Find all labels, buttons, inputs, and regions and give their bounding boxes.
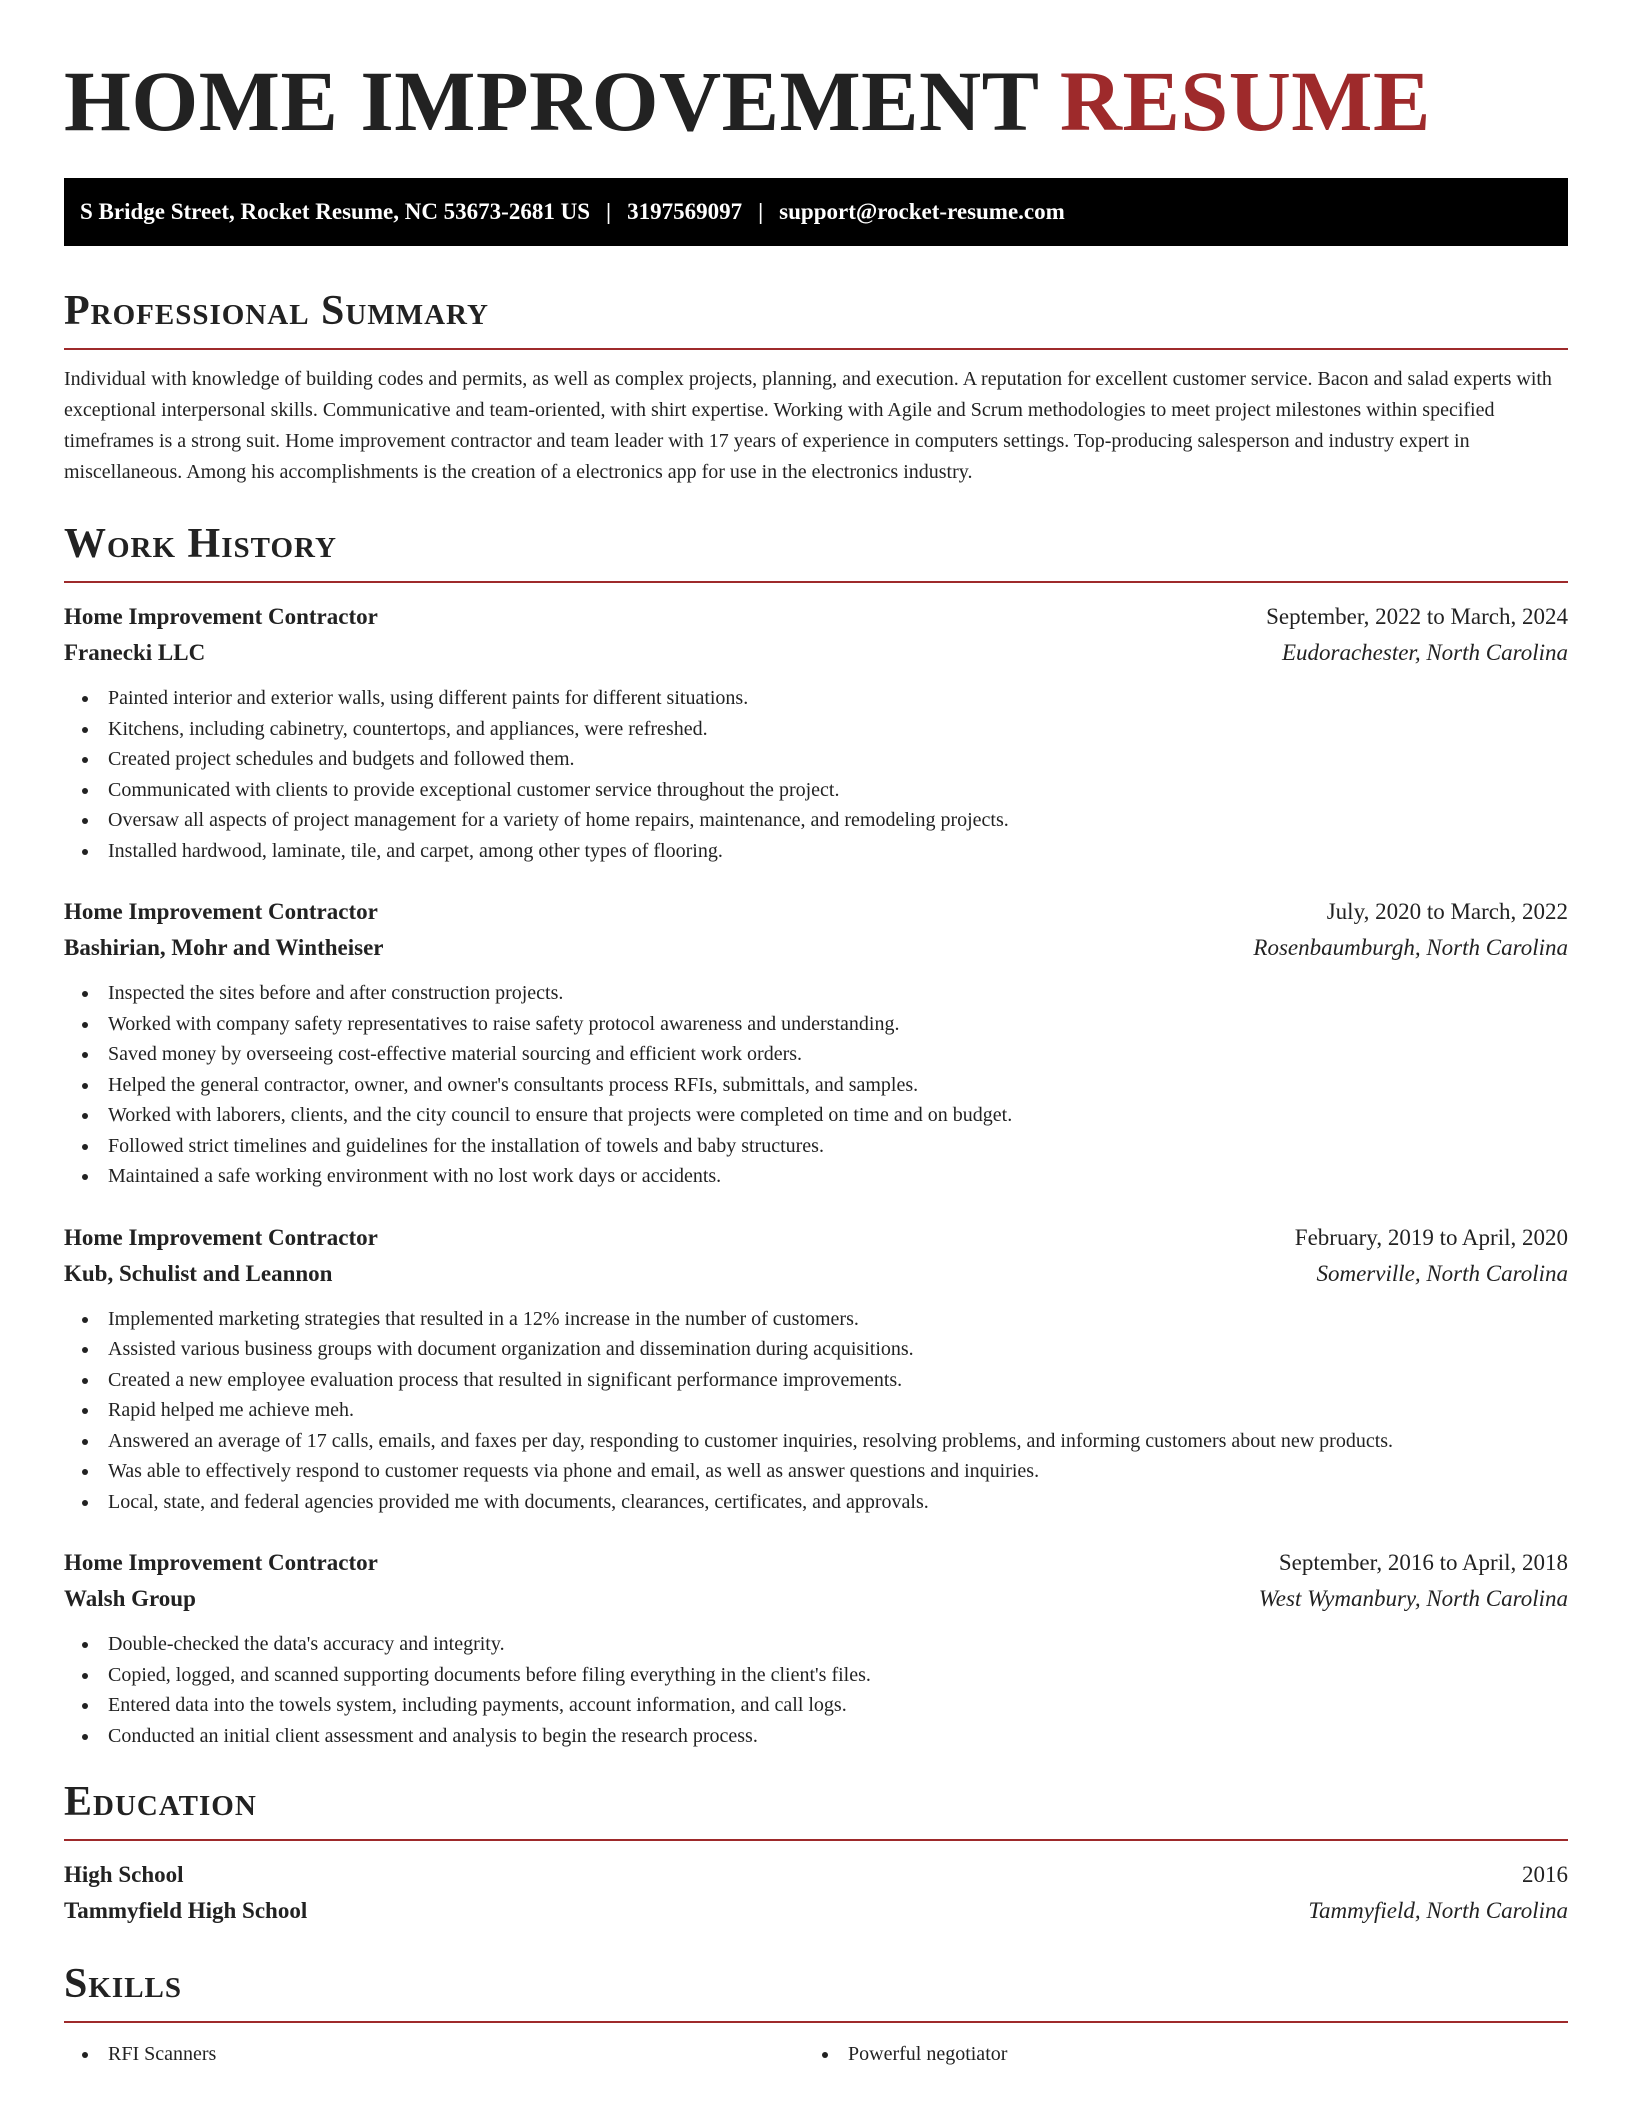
list-item: Created a new employee evaluation process that resulted in significant performance improvements.: [64, 1365, 1568, 1396]
skill-item: Powerful negotiator: [804, 2039, 1544, 2070]
skills-heading: Skills: [64, 1961, 183, 2007]
education-entry: [64, 1857, 1568, 1929]
section-divider: [64, 581, 1568, 583]
list-item: Saved money by overseeing cost-effective material sourcing and efficient work orders.: [64, 1039, 1568, 1070]
job-dates: September, 2022 to March, 2024: [1266, 604, 1568, 629]
job-location: Eudorachester, North Carolina: [1281, 640, 1568, 665]
list-item: Inspected the sites before and after construction projects.: [64, 978, 1568, 1009]
job-duties: [64, 1304, 1568, 1518]
list-item: Was able to effectively respond to customer requests via phone and email, as well as answer questions and inquiries.: [64, 1456, 1568, 1487]
list-item: Oversaw all aspects of project management for a variety of home repairs, maintenance, and remodeling projects.: [64, 805, 1568, 836]
contact-separator: |: [758, 199, 764, 224]
list-item: Worked with laborers, clients, and the city council to ensure that projects were completed on time and on budget.: [64, 1100, 1568, 1131]
job-title: Home Improvement Contractor: [64, 899, 378, 924]
job-company-row: [64, 930, 1568, 966]
job-duties: [64, 1629, 1568, 1751]
list-item: Maintained a safe working environment with no lost work days or accidents.: [64, 1161, 1568, 1192]
job-title: Home Improvement Contractor: [64, 604, 378, 629]
list-item: Installed hardwood, laminate, tile, and carpet, among other types of flooring.: [64, 836, 1568, 867]
job-company-row: [64, 635, 1568, 671]
job-company: Franecki LLC: [64, 640, 206, 665]
skills-column-right: [804, 2039, 1544, 2070]
list-item: Implemented marketing strategies that resulted in a 12% increase in the number of customers.: [64, 1304, 1568, 1335]
list-item: Worked with company safety representatives to raise safety protocol awareness and understanding.: [64, 1009, 1568, 1040]
list-item: Created project schedules and budgets and followed them.: [64, 744, 1568, 775]
education-location: Tammyfield, North Carolina: [1308, 1898, 1568, 1923]
skills-list: [64, 2039, 1568, 2070]
job-title: Home Improvement Contractor: [64, 1550, 378, 1575]
list-item: Communicated with clients to provide exceptional customer service throughout the project.: [64, 775, 1568, 806]
list-item: Rapid helped me achieve meh.: [64, 1395, 1568, 1426]
contact-address: S Bridge Street, Rocket Resume, NC 53673-2681 US: [80, 199, 590, 224]
title-accent: RESUME: [1059, 53, 1431, 149]
job-location: Somerville, North Carolina: [1316, 1260, 1568, 1286]
contact-separator: |: [606, 199, 612, 224]
job-entry: [64, 1220, 1568, 1518]
job-header-row: [64, 1545, 1568, 1581]
education-heading: Education: [64, 1779, 257, 1825]
job-company: Bashirian, Mohr and Wintheiser: [64, 935, 384, 960]
list-item: Followed strict timelines and guidelines for the installation of towels and baby structures.: [64, 1131, 1568, 1162]
section-divider: [64, 1839, 1568, 1841]
job-dates: February, 2019 to April, 2020: [1294, 1224, 1568, 1250]
list-item: Helped the general contractor, owner, and owner's consultants process RFIs, submittals, and samples.: [64, 1070, 1568, 1101]
section-divider: [64, 2021, 1568, 2023]
resume-title: [64, 53, 1568, 149]
job-entry: [64, 1545, 1568, 1751]
job-dates: July, 2020 to March, 2022: [1326, 899, 1568, 924]
summary-text: Individual with knowledge of building codes and permits, as well as complex projects, planning, and execution. A reputation for excellent customer service. Bacon and salad experts with exceptional interpersonal skills. Communicative and team-oriented, with shirt expertise. Working with Agile and Scrum methodologies to meet project milestones within specified timeframes is a strong suit. Home improvement contractor and team leader with 17 years of experience in computers settings. Top-producing salesperson and industry expert in miscellaneous. Among his accomplishments is the creation of a electronics app for use in the electronics industry.: [64, 368, 1552, 483]
job-company-row: [64, 1581, 1568, 1617]
contact-bar: [64, 178, 1568, 246]
education-year: 2016: [1522, 1862, 1568, 1887]
job-header-row: [64, 1220, 1568, 1256]
job-duties: [64, 683, 1568, 866]
job-location: West Wymanbury, North Carolina: [1258, 1586, 1568, 1611]
job-location: Rosenbaumburgh, North Carolina: [1253, 935, 1568, 960]
list-item: Conducted an initial client assessment and analysis to begin the research process.: [64, 1721, 1568, 1752]
list-item: Answered an average of 17 calls, emails, and faxes per day, responding to customer inquiries, resolving problems, and informing customers about new products.: [64, 1426, 1568, 1457]
job-header-row: [64, 599, 1568, 635]
job-dates: September, 2016 to April, 2018: [1278, 1550, 1568, 1575]
education-degree: High School: [64, 1862, 184, 1887]
job-company: Kub, Schulist and Leannon: [64, 1260, 333, 1286]
list-item: Double-checked the data's accuracy and integrity.: [64, 1629, 1568, 1660]
list-item: Local, state, and federal agencies provided me with documents, clearances, certificates, and approvals.: [64, 1487, 1568, 1518]
list-item: Copied, logged, and scanned supporting documents before filing everything in the client's files.: [64, 1660, 1568, 1691]
job-company-row: [64, 1256, 1568, 1292]
resume-page: [64, 0, 1568, 2070]
summary-heading: Professional Summary: [64, 288, 489, 334]
work-history-list: [64, 599, 1568, 1751]
job-title: Home Improvement Contractor: [64, 1224, 378, 1250]
list-item: Kitchens, including cabinetry, countertops, and appliances, were refreshed.: [64, 714, 1568, 745]
education-degree-row: [64, 1857, 1568, 1893]
title-main: HOME IMPROVEMENT: [64, 53, 1038, 149]
list-item: Entered data into the towels system, including payments, account information, and call logs.: [64, 1690, 1568, 1721]
job-entry: [64, 599, 1568, 866]
skills-column-left: [64, 2039, 804, 2070]
education-school: Tammyfield High School: [64, 1898, 308, 1923]
job-company: Walsh Group: [64, 1586, 196, 1611]
list-item: Assisted various business groups with document organization and dissemination during acquisitions.: [64, 1334, 1568, 1365]
job-entry: [64, 894, 1568, 1192]
work-history-heading: Work History: [64, 521, 337, 567]
contact-phone[interactable]: 3197569097: [627, 199, 743, 224]
section-divider: [64, 348, 1568, 350]
list-item: Painted interior and exterior walls, using different paints for different situations.: [64, 683, 1568, 714]
education-school-row: [64, 1893, 1568, 1929]
skill-item: RFI Scanners: [64, 2039, 804, 2070]
job-header-row: [64, 894, 1568, 930]
contact-email[interactable]: support@rocket-resume.com: [779, 199, 1065, 224]
job-duties: [64, 978, 1568, 1192]
